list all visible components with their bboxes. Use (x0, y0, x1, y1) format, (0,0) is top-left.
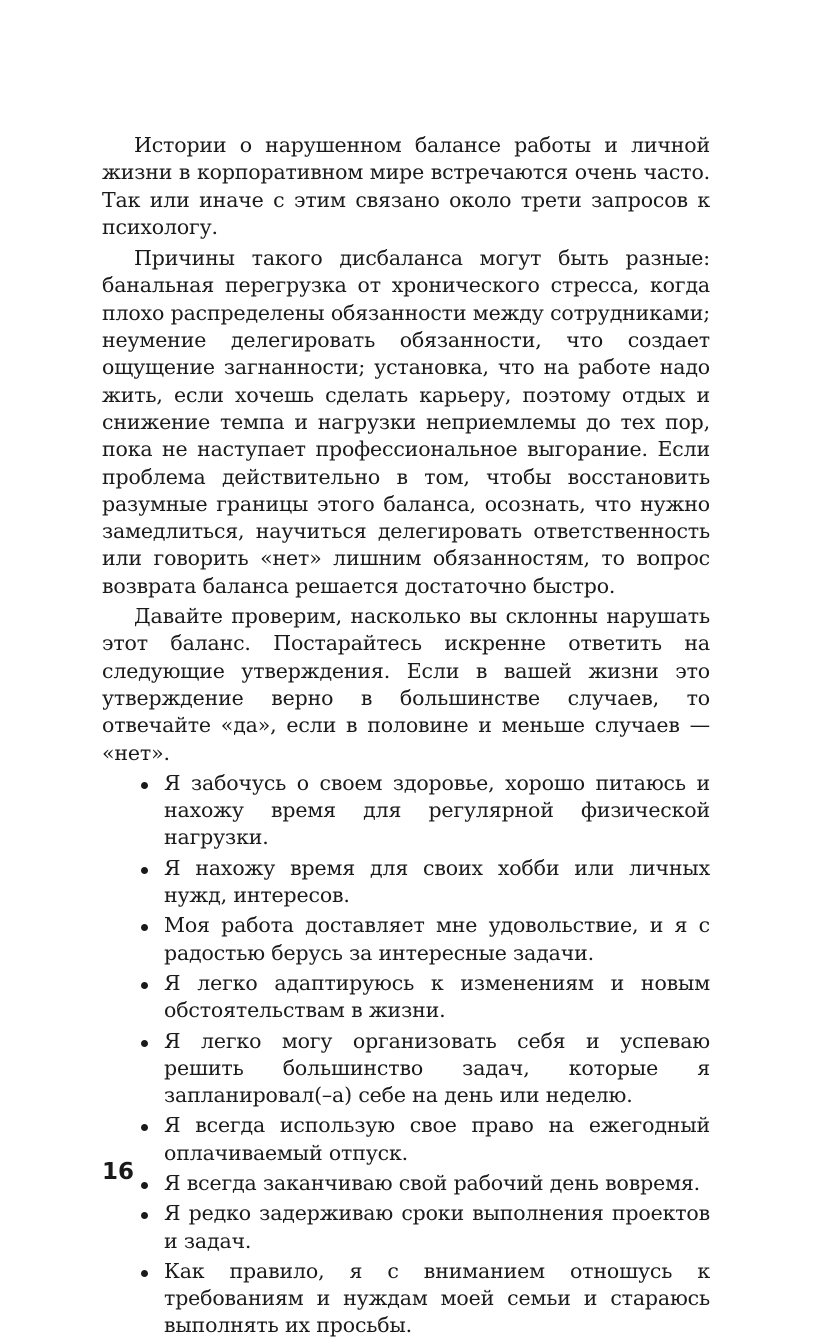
bullet-icon (141, 782, 148, 789)
bullet-icon (141, 867, 148, 874)
bullet-icon (141, 1124, 148, 1131)
list-item (102, 912, 710, 967)
paragraph-intro: Истории о нарушенном балансе работы и личной жизни в корпоративном мире встречаются очень часто. Так или иначе с этим связано около трети запросов к психологу. (102, 133, 710, 239)
list-item (102, 1170, 710, 1197)
statement-text: Я легко адаптируюсь к изменениям и новым обстоятельствам в жизни. (164, 970, 710, 1023)
list-item (102, 770, 710, 852)
statement-text: Я нахожу время для своих хобби или личных нужд, интересов. (164, 855, 710, 908)
list-item (102, 1112, 710, 1167)
page-number: 16 (102, 1159, 135, 1185)
bullet-icon (141, 1040, 148, 1047)
statement-text: Я легко могу организовать себя и успеваю решить большинство задач, которые я запланировал(–а) себе на день или неделю. (164, 1028, 710, 1108)
paragraph-test-instructions: Давайте проверим, насколько вы склонны нарушать этот баланс. Постарайтесь искренне ответить на следующие утверждения. Если в вашей жизни это утверждение верно в большинстве случаев, то отвечайте «да», если в половине и меньше случаев — «нет». (102, 604, 710, 765)
bullet-icon (141, 1182, 148, 1189)
list-item (102, 1028, 710, 1110)
statement-text: Я забочусь о своем здоровье, хорошо питаюсь и нахожу время для регулярной физической нагрузки. (164, 770, 710, 850)
list-item (102, 1200, 710, 1255)
bullet-icon (141, 1212, 148, 1219)
statement-text: Я всегда использую свое право на ежегодный оплачиваемый отпуск. (164, 1113, 710, 1165)
statement-text: Как правило, я с вниманием отношусь к требованиям и нуждам моей семьи и стараюсь выполнять их просьбы. (164, 1258, 710, 1338)
statement-text: Я редко задерживаю сроки выполнения проектов и задач. (164, 1201, 710, 1253)
bullet-icon (141, 982, 148, 989)
statement-list (102, 770, 710, 1340)
page-body (102, 132, 710, 1343)
bullet-icon (141, 1270, 148, 1277)
list-item (102, 970, 710, 1025)
list-item (102, 855, 710, 910)
statement-text: Моя работа доставляет мне удовольствие, и я с радостью берусь за интересные задачи. (164, 913, 710, 965)
list-item (102, 1258, 710, 1340)
paragraph-causes: Причины такого дисбаланса могут быть разные: банальная перегрузка от хронического стресса, когда плохо распределены обязанности между сотрудниками; неумение делегировать обязанности, что создает ощущение загнанности; установка, что на работе надо жить, если хочешь сделать карьеру, поэтому отдых и снижение темпа и нагрузки неприемлемы до тех пор, пока не наступает профессиональное выгорание. Если проблема действительно в том, чтобы восстановить разумные границы этого баланса, осознать, что нужно замедлиться, научиться делегировать ответственность или говорить «нет» лишним обязанностям, то вопрос возврата баланса решается достаточно быстро. (102, 246, 710, 598)
statement-text: Я всегда заканчиваю свой рабочий день вовремя. (164, 1170, 701, 1195)
bullet-icon (141, 924, 148, 931)
